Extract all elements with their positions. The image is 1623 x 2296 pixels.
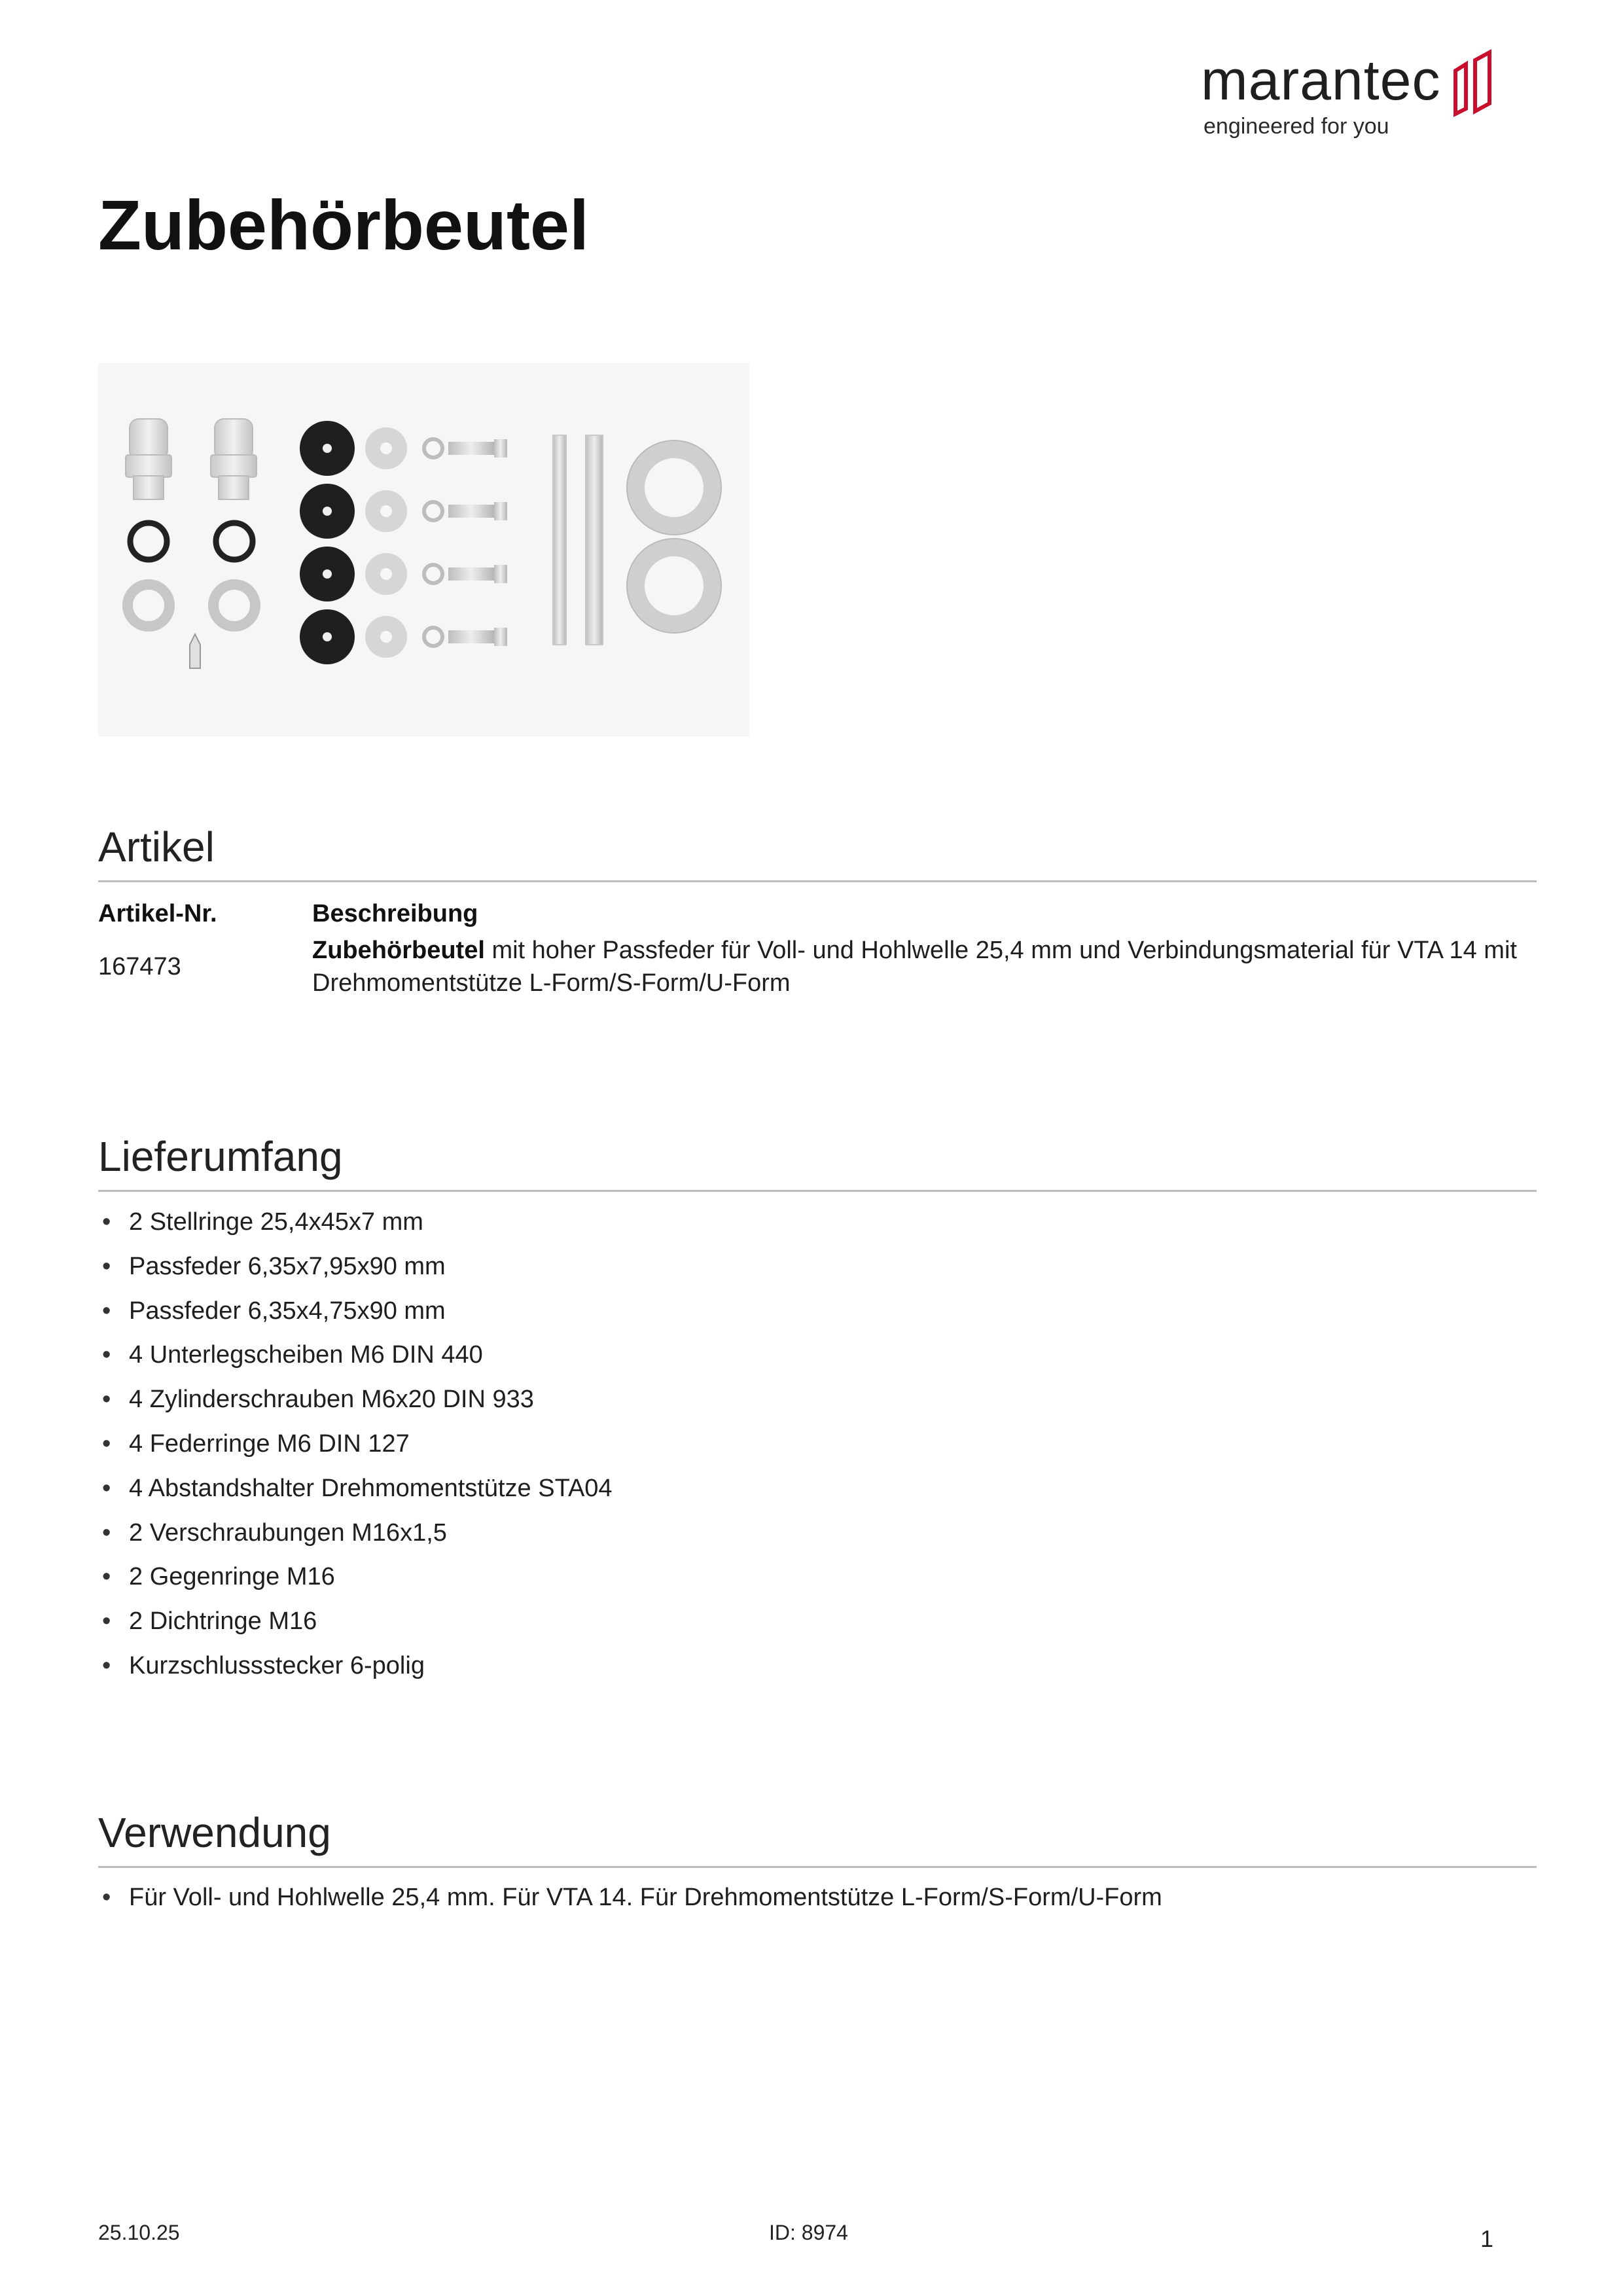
section-heading-verwendung: Verwendung — [98, 1809, 331, 1856]
usage-list — [98, 1881, 1162, 1926]
description-text: mit hoher Passfeder für Voll- und Hohlwelle 25,4 mm und Verbindungsmaterial für VTA 14 mit Drehmomentstütze L-Form/S-Form/U-Form — [312, 937, 1517, 997]
footer-date: 25.10.25 — [98, 2221, 180, 2244]
section-divider — [98, 1190, 1537, 1192]
description-product-name: Zubehörbeutel — [312, 937, 485, 964]
list-item: • Passfeder 6,35x4,75x90 mm — [98, 1295, 613, 1339]
list-item: • Kurzschlussstecker 6-polig — [98, 1649, 613, 1694]
list-item: • 2 Verschraubungen M16x1,5 — [98, 1516, 613, 1561]
delivery-scope-list — [98, 1206, 613, 1694]
list-item: • 2 Stellringe 25,4x45x7 mm — [98, 1206, 613, 1250]
section-divider — [98, 1866, 1537, 1868]
list-item: • 4 Zylinderschrauben M6x20 DIN 933 — [98, 1383, 613, 1427]
accessory-kit-photo-icon — [98, 363, 749, 736]
brand-logo — [1201, 39, 1502, 151]
logo-wordmark: marantec — [1201, 49, 1441, 112]
section-divider — [98, 880, 1537, 882]
page-title: Zubehörbeutel — [98, 185, 589, 264]
product-image — [98, 363, 749, 736]
logo-tagline: engineered for you — [1204, 114, 1389, 139]
section-heading-lieferumfang: Lieferumfang — [98, 1133, 343, 1180]
article-number: 167473 — [98, 953, 181, 980]
list-item: • 2 Dichtringe M16 — [98, 1605, 613, 1649]
list-item: • 2 Gegenringe M16 — [98, 1560, 613, 1605]
marantec-logo-icon — [1452, 47, 1501, 119]
footer-page-number: 1 — [1480, 2225, 1494, 2252]
section-heading-artikel: Artikel — [98, 823, 215, 870]
column-header-beschreibung: Beschreibung — [312, 900, 478, 927]
list-item: • 4 Abstandshalter Drehmomentstütze STA04 — [98, 1472, 613, 1516]
column-header-artikel-nr: Artikel-Nr. — [98, 900, 217, 927]
list-item: • Passfeder 6,35x7,95x90 mm — [98, 1250, 613, 1295]
footer-document-id: ID: 8974 — [769, 2221, 848, 2244]
list-item: • 4 Unterlegscheiben M6 DIN 440 — [98, 1338, 613, 1383]
article-description — [312, 934, 1529, 999]
list-item: • 4 Federringe M6 DIN 127 — [98, 1427, 613, 1472]
list-item: • Für Voll- und Hohlwelle 25,4 mm. Für VTA 14. Für Drehmomentstütze L-Form/S-Form/U-Form — [98, 1881, 1162, 1926]
